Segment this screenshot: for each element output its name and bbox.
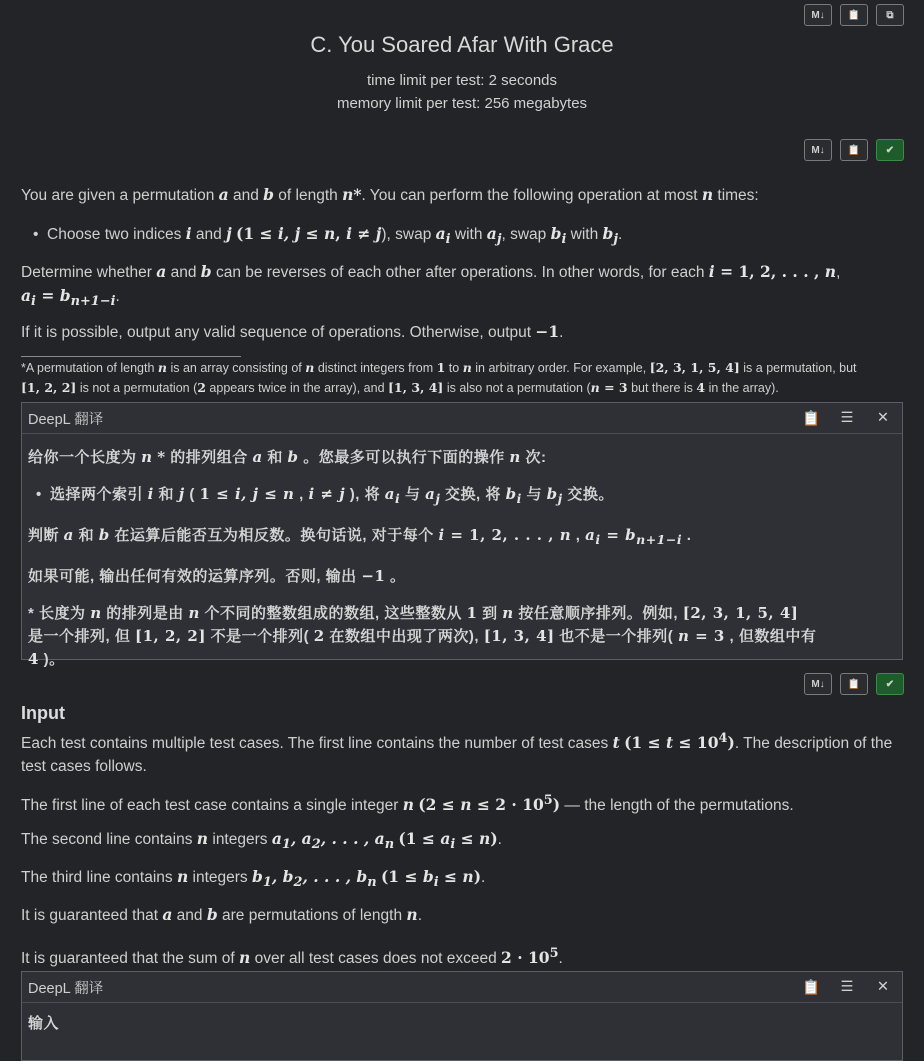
statement-paragraph-1: You are given a permutation a and b of length n*. You can perform the following operation at most n times: [21, 185, 759, 204]
input-paragraph-5: It is guaranteed that a and b are permutations of length n. [21, 905, 422, 924]
translation-line-2: • 选择两个索引 i 和 j ( 1 ≤ i, j ≤ n , i ≠ j ), 将 $a_i$ 与 $a_j$ 交换, 将 $b_i$ 与 $b_j$ 交换。 [36, 485, 614, 506]
translation-panel [21, 402, 903, 668]
translation-title: DeepL 翻译 [28, 980, 104, 997]
copy-button[interactable] [840, 673, 868, 695]
translation-panel-input [21, 971, 903, 1061]
input-heading: Input [21, 703, 65, 723]
markdown-button[interactable]: M↓ [804, 4, 832, 26]
footnote-divider [21, 356, 241, 357]
clipboard-icon: 📋 [847, 144, 861, 156]
translate-icon: ⧉ [886, 9, 894, 21]
copy-button[interactable] [840, 4, 868, 26]
time-limit: time limit per test: 2 seconds [366, 72, 558, 89]
translation-line-3: 判断 a 和 b 在运算后能否互为相反数。换句话说, 对于每个 i = 1, 2, . . . , n , $a_i = b_{n+1-i}$ . [28, 526, 692, 547]
problem-title: C. You Soared Afar With Grace [310, 32, 614, 57]
clipboard-icon: 📋 [847, 678, 861, 690]
memory-limit: memory limit per test: 256 megabytes [336, 95, 588, 112]
markdown-button[interactable]: M↓ [804, 139, 832, 161]
footnote: *A permutation of length n is an array consisting of n distinct integers from 1 to n in arbitrary order. For example, [2, 3, 1, 5, 4] is a permutation, but [1, 2, 2] is not a permutation (2 appears twice in the array), and [1, 3, 4] is also not a permutation (n = 3 but there is 4 in the array). [21, 360, 857, 395]
translation-line-1: 给你一个长度为 n * 的排列组合 a 和 b 。您最多可以执行下面的操作 n 次: [28, 448, 547, 466]
statement-bullet: • Choose two indices i and j (1 ≤ i, j ≤ n, i ≠ j), swap $a_i$ with $a_j$, swap $b_i$ with $b_j$. [33, 224, 623, 248]
translation-line-4: 如果可能, 输出任何有效的运算序列。否则, 输出 −1 。 [28, 567, 406, 585]
input-paragraph-3: The second line contains n integers $a_1$, $a_2$, . . . , $a_n$ $(1 \le a_i \le n)$. [21, 829, 502, 853]
input-paragraph-2: The first line of each test case contains a single integer n $(2 \le n \le 2 \cdot 10^5)$ — the length of the permutations. [21, 793, 794, 815]
statement-toolbar [804, 139, 904, 161]
translate-button[interactable] [876, 4, 904, 26]
close-icon[interactable]: ✕ [876, 979, 890, 995]
check-icon: ✔ [885, 678, 895, 690]
menu-icon[interactable]: ☰ [840, 410, 854, 426]
input-toolbar [804, 673, 904, 695]
copy-icon[interactable]: 📋 [801, 979, 821, 996]
input-paragraph-1: Each test contains multiple test cases. The first line contains the number of test cases t $(1 \le t \le 10^4)$. The description of the test cases follows. [21, 731, 893, 776]
markdown-button[interactable]: M↓ [804, 673, 832, 695]
input-paragraph-4: The third line contains n integers $b_1$, $b_2$, . . . , $b_n$ $(1 \le b_i \le n)$. [21, 867, 486, 891]
translate-done-button[interactable] [876, 673, 904, 695]
copy-icon[interactable]: 📋 [801, 410, 821, 427]
translation-title: DeepL 翻译 [28, 411, 104, 428]
translation-heading: 输入 [28, 1015, 60, 1032]
translation-line-5: * 长度为 n 的排列是由 n 个不同的整数组成的数组, 这些整数从 1 到 n 按任意顺序排列。例如, [2, 3, 1, 5, 4] 是一个排列, 但 [1, 2, 2] 不是一个排列( 2 在数组中出现了两次), [1, 3, 4] 也不是一个排列( n = 3 , 但数组中有 4 )。 [28, 604, 817, 668]
close-icon[interactable]: ✕ [876, 410, 890, 426]
top-toolbar [804, 4, 904, 26]
clipboard-icon: 📋 [847, 9, 861, 21]
statement-paragraph-3: If it is possible, output any valid sequence of operations. Otherwise, output −1. [21, 322, 564, 341]
copy-button[interactable] [840, 139, 868, 161]
statement-paragraph-2: Determine whether a and b can be reverses of each other after operations. In other words, for each i = 1, 2, . . . , n, $a_i = b_{n+1-i}$. [21, 262, 841, 310]
menu-icon[interactable]: ☰ [840, 979, 854, 995]
translation-header [22, 972, 902, 1003]
check-icon: ✔ [885, 144, 895, 156]
translate-done-button[interactable] [876, 139, 904, 161]
translation-header [22, 403, 902, 434]
input-paragraph-6: It is guaranteed that the sum of n over all test cases does not exceed $2 \cdot 10^5$. [21, 946, 563, 968]
